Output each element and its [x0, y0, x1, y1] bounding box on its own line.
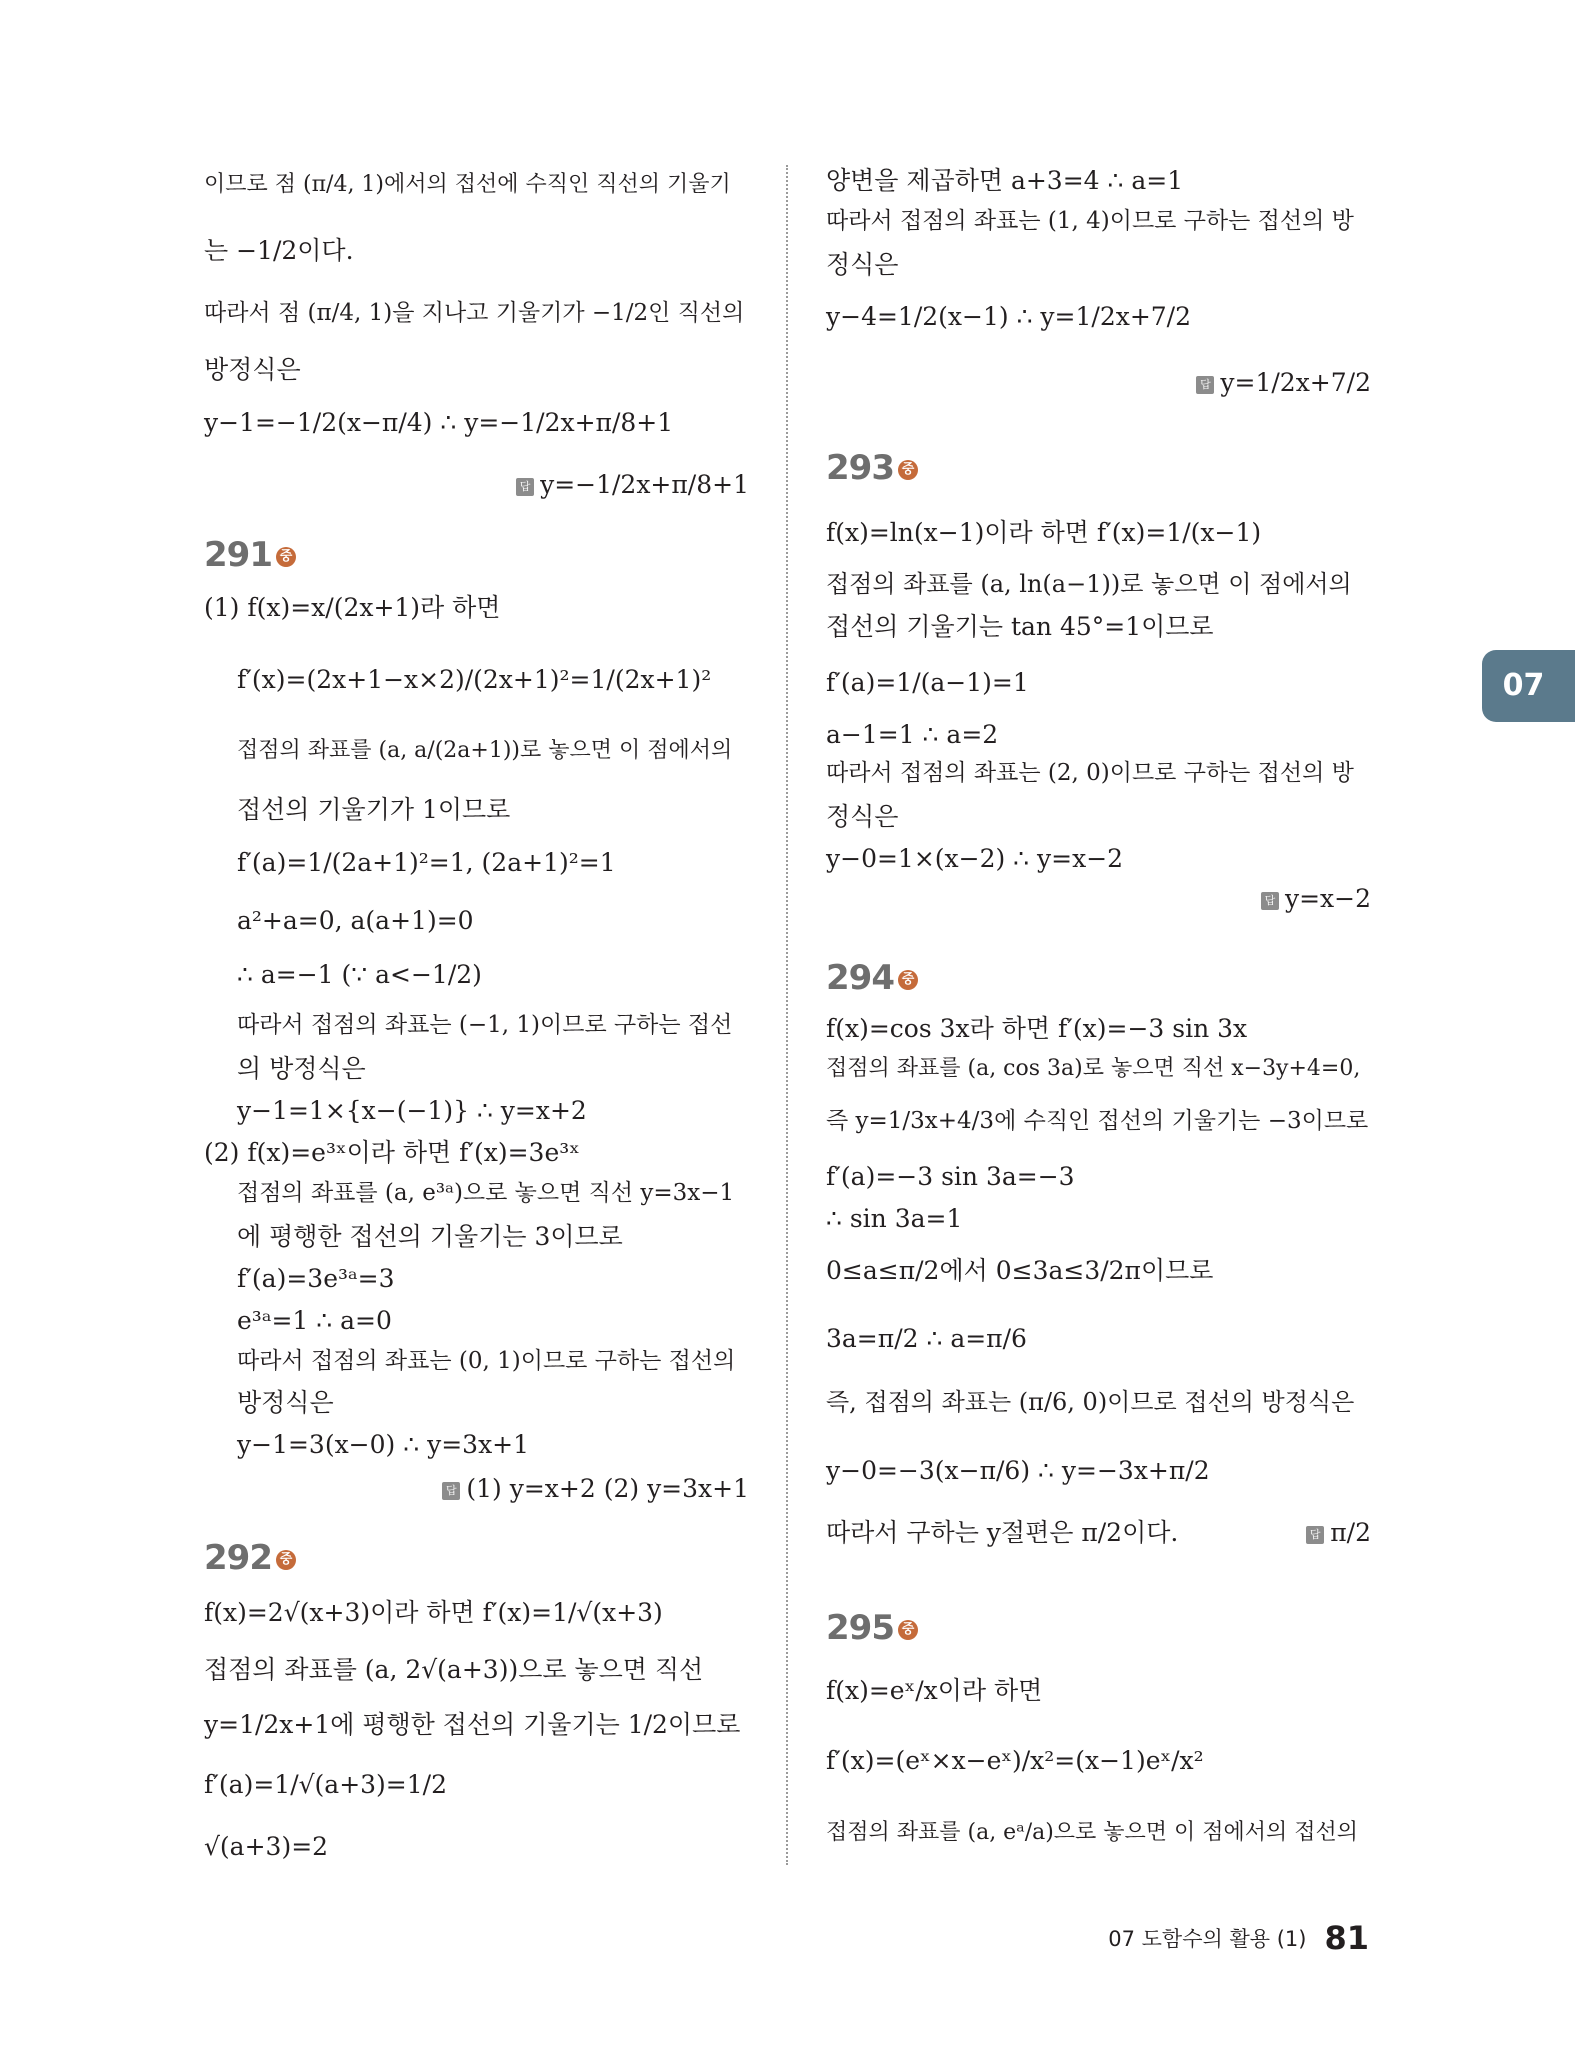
equation-line: f(x)=eˣ/x이라 하면 [826, 1676, 1043, 1705]
text-line: 에 평행한 접선의 기울기는 3이므로 [237, 1222, 623, 1251]
equation-line: f′(a)=1/√(a+3)=1/2 [204, 1770, 447, 1799]
equation-line: f′(x)=(eˣ×x−eˣ)/x²=(x−1)eˣ/x² [826, 1746, 1204, 1775]
problem-number-text: 295 [826, 1608, 894, 1648]
problem-number-text: 294 [826, 958, 894, 998]
answer-icon: 답 [1306, 1526, 1324, 1544]
text-line: 따라서 접점의 좌표는 (−1, 1)이므로 구하는 접선 [237, 1012, 733, 1038]
text-line: 접점의 좌표를 (a, eᵃ/a)으로 놓으면 이 점에서의 접선의 [826, 1820, 1359, 1845]
equation-line: a−1=1 ∴ a=2 [826, 720, 999, 749]
equation-line: y−0=1×(x−2) ∴ y=x−2 [826, 844, 1124, 873]
problem-number-text: 292 [204, 1538, 272, 1578]
equation-line: 3a=π/2 ∴ a=π/6 [826, 1324, 1027, 1353]
text-line: y=1/2x+1에 평행한 접선의 기울기는 1/2이므로 [204, 1710, 741, 1739]
equation-line: f(x)=2√(x+3)이라 하면 f′(x)=1/√(x+3) [204, 1598, 663, 1627]
answer-text: y=x−2 [1284, 884, 1371, 913]
equation-line: f(x)=ln(x−1)이라 하면 f′(x)=1/(x−1) [826, 518, 1262, 547]
level-badge: 중 [898, 460, 918, 480]
answer-line [1306, 1518, 1371, 1548]
problem-number [826, 448, 918, 488]
text-line: 따라서 구하는 y절편은 π/2이다. [826, 1518, 1179, 1547]
text-line: 방정식은 [204, 355, 301, 384]
text-line: 방정식은 [237, 1388, 334, 1417]
answer-line [1196, 368, 1371, 398]
text-line: 따라서 접점의 좌표는 (2, 0)이므로 구하는 접선의 방 [826, 760, 1354, 786]
problem-number-text: 293 [826, 448, 894, 488]
answer-text: y=−1/2x+π/8+1 [540, 470, 749, 499]
text-line: 접선의 기울기가 1이므로 [237, 795, 511, 824]
text-line: 따라서 접점의 좌표는 (1, 4)이므로 구하는 접선의 방 [826, 208, 1354, 234]
equation-line: f′(x)=(2x+1−x×2)/(2x+1)²=1/(2x+1)² [237, 665, 712, 694]
equation-line: 양변을 제곱하면 a+3=4 ∴ a=1 [826, 166, 1184, 195]
level-badge: 중 [276, 1550, 296, 1570]
text-line: 즉 y=1/3x+4/3에 수직인 접선의 기울기는 −3이므로 [826, 1108, 1369, 1134]
text-line: 접점의 좌표를 (a, e³ᵃ)으로 놓으면 직선 y=3x−1 [237, 1180, 735, 1206]
equation-line: e³ᵃ=1 ∴ a=0 [237, 1306, 392, 1335]
text-line: 접점의 좌표를 (a, cos 3a)로 놓으면 직선 x−3y+4=0, [826, 1056, 1361, 1081]
equation-line: y−0=−3(x−π/6) ∴ y=−3x+π/2 [826, 1456, 1210, 1485]
answer-line [1261, 884, 1371, 914]
page-footer [1108, 1919, 1369, 1957]
equation-line: f′(a)=3e³ᵃ=3 [237, 1264, 395, 1293]
equation-line: 0≤a≤π/2에서 0≤3a≤3/2π이므로 [826, 1256, 1214, 1285]
equation-line: y−1=−1/2(x−π/4) ∴ y=−1/2x+π/8+1 [204, 408, 674, 437]
answer-line [442, 1474, 749, 1504]
equation-line: y−1=3(x−0) ∴ y=3x+1 [237, 1430, 530, 1459]
equation-line: f′(a)=1/(a−1)=1 [826, 668, 1029, 697]
column-divider [786, 165, 788, 1865]
text-line: (1) f(x)=x/(2x+1)라 하면 [204, 593, 501, 622]
text-line: 접점의 좌표를 (a, ln(a−1))로 놓으면 이 점에서의 [826, 570, 1352, 598]
answer-icon: 답 [1261, 892, 1279, 910]
answer-icon: 답 [516, 478, 534, 496]
equation-line: f′(a)=−3 sin 3a=−3 [826, 1162, 1075, 1191]
answer-icon: 답 [1196, 376, 1214, 394]
answer-icon: 답 [442, 1482, 460, 1500]
equation-line: y−4=1/2(x−1) ∴ y=1/2x+7/2 [826, 302, 1192, 331]
problem-number-text: 291 [204, 535, 272, 575]
level-badge: 중 [898, 970, 918, 990]
equation-line: y−1=1×{x−(−1)} ∴ y=x+2 [237, 1096, 587, 1125]
answer-line [516, 470, 749, 500]
answer-text: (1) y=x+2 (2) y=3x+1 [466, 1474, 749, 1503]
problem-number [826, 1608, 918, 1648]
text-line: 따라서 점 (π/4, 1)을 지나고 기울기가 −1/2인 직선의 [204, 300, 745, 326]
text-line: (2) f(x)=e³ˣ이라 하면 f′(x)=3e³ˣ [204, 1138, 580, 1167]
equation-line: √(a+3)=2 [204, 1832, 329, 1861]
text-line: 이므로 점 (π/4, 1)에서의 접선에 수직인 직선의 기울기 [204, 172, 731, 197]
text-line: 정식은 [826, 802, 899, 831]
level-badge: 중 [276, 547, 296, 567]
equation-line: ∴ a=−1 (∵ a<−1/2) [237, 960, 482, 989]
text-line: 즉, 접점의 좌표는 (π/6, 0)이므로 접선의 방정식은 [826, 1388, 1355, 1416]
equation-line: a²+a=0, a(a+1)=0 [237, 906, 474, 935]
problem-number [204, 535, 296, 575]
equation-line: ∴ sin 3a=1 [826, 1204, 963, 1233]
equation-line: f(x)=cos 3x라 하면 f′(x)=−3 sin 3x [826, 1014, 1248, 1043]
text-line: 접선의 기울기는 tan 45°=1이므로 [826, 612, 1214, 641]
page-number: 81 [1324, 1919, 1369, 1957]
text-line: 따라서 접점의 좌표는 (0, 1)이므로 구하는 접선의 [237, 1348, 736, 1374]
problem-number [826, 958, 918, 998]
footer-chapter: 07 도함수의 활용 (1) [1108, 1927, 1307, 1951]
problem-number [204, 1538, 296, 1578]
text-line: 접점의 좌표를 (a, a/(2a+1))로 놓으면 이 점에서의 [237, 738, 733, 763]
text-line: 는 −1/2이다. [204, 236, 354, 265]
text-line: 접점의 좌표를 (a, 2√(a+3))으로 놓으면 직선 [204, 1655, 704, 1684]
text-line: 정식은 [826, 250, 899, 279]
level-badge: 중 [898, 1620, 918, 1640]
answer-text: y=1/2x+7/2 [1220, 368, 1371, 397]
chapter-tab: 07 [1482, 650, 1575, 722]
text-line: 의 방정식은 [237, 1054, 366, 1083]
answer-text: π/2 [1330, 1518, 1371, 1547]
equation-line: f′(a)=1/(2a+1)²=1, (2a+1)²=1 [237, 848, 616, 877]
